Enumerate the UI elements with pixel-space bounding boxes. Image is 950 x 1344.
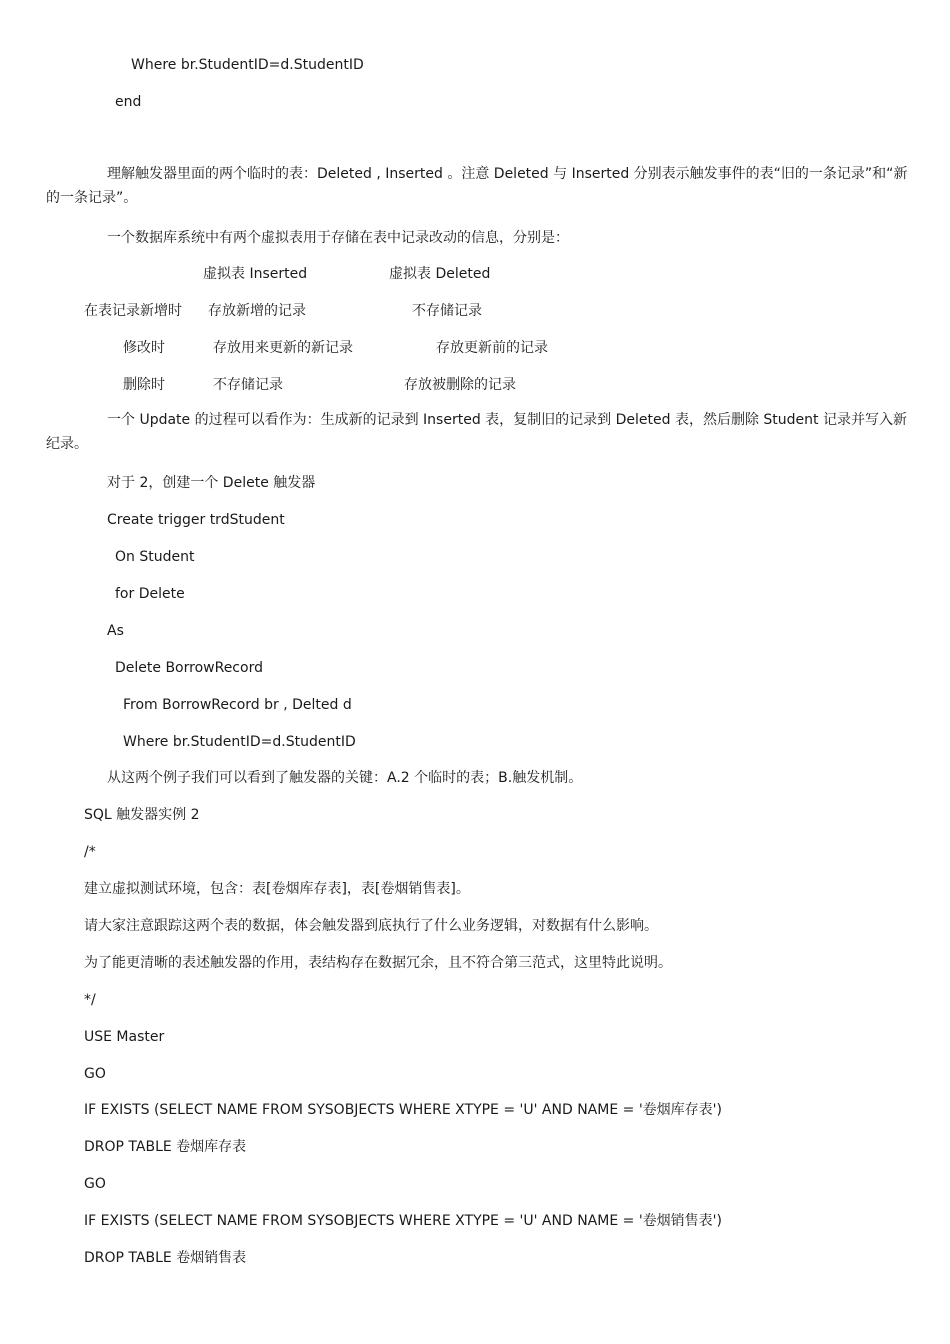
code-line: GO <box>84 1176 106 1192</box>
virtual-table-row-inserted: 存放用来更新的新记录 <box>213 340 353 356</box>
code-line: IF EXISTS (SELECT NAME FROM SYSOBJECTS WHERE XTYPE = 'U' AND NAME = '卷烟库存表') <box>84 1102 722 1118</box>
virtual-table-row-deleted: 存放更新前的记录 <box>436 340 548 356</box>
paragraph-trigger-keys: 从这两个例子我们可以看到了触发器的关键：A.2 个临时的表；B.触发机制。 <box>107 770 583 786</box>
virtual-table-header-deleted: 虚拟表 Deleted <box>389 266 491 282</box>
virtual-table-header-inserted: 虚拟表 Inserted <box>203 266 308 282</box>
code-line: On Student <box>115 549 195 565</box>
code-line: for Delete <box>115 586 185 602</box>
virtual-table-row-deleted: 存放被删除的记录 <box>404 377 516 393</box>
code-line: From BorrowRecord br , Delted d <box>123 697 352 713</box>
code-line-end: end <box>115 94 142 110</box>
code-line: DROP TABLE 卷烟销售表 <box>84 1250 247 1266</box>
virtual-table-row-inserted: 存放新增的记录 <box>208 303 306 319</box>
code-line-where: Where br.StudentID=d.StudentID <box>131 57 364 73</box>
paragraph-delete-trigger-intro: 对于 2，创建一个 Delete 触发器 <box>107 475 316 491</box>
virtual-table-row-label: 修改时 <box>123 340 165 356</box>
virtual-table-row-inserted: 不存储记录 <box>213 377 283 393</box>
code-line: DROP TABLE 卷烟库存表 <box>84 1139 247 1155</box>
code-line: */ <box>84 992 96 1008</box>
code-line: Where br.StudentID=d.StudentID <box>123 734 356 750</box>
code-line: Delete BorrowRecord <box>115 660 263 676</box>
virtual-table-row-label: 删除时 <box>123 377 165 393</box>
code-line: As <box>107 623 124 639</box>
code-line: 为了能更清晰的表述触发器的作用，表结构存在数据冗余，且不符合第三范式，这里特此说明。 <box>84 955 672 971</box>
paragraph-temp-tables: 理解触发器里面的两个临时的表：Deleted , Inserted 。注意 Deleted 与 Inserted 分别表示触发事件的表“旧的一条记录”和“新的一条记录”。 <box>46 166 908 206</box>
virtual-table-row-deleted: 不存储记录 <box>412 303 482 319</box>
code-line: /* <box>84 844 96 860</box>
code-line: 请大家注意跟踪这两个表的数据，体会触发器到底执行了什么业务逻辑，对数据有什么影响。 <box>84 918 658 934</box>
paragraph-virtual-tables-intro: 一个数据库系统中有两个虚拟表用于存储在表中记录改动的信息，分别是： <box>107 230 569 246</box>
paragraph-update-process: 一个 Update 的过程可以看作为：生成新的记录到 Inserted 表，复制旧的记录到 Deleted 表，然后删除 Student 记录并写入新纪录。 <box>46 412 907 452</box>
code-line: GO <box>84 1066 106 1082</box>
virtual-table-row-label: 在表记录新增时 <box>84 303 182 319</box>
code-line: IF EXISTS (SELECT NAME FROM SYSOBJECTS WHERE XTYPE = 'U' AND NAME = '卷烟销售表') <box>84 1213 722 1229</box>
code-line: Create trigger trdStudent <box>107 512 285 528</box>
code-line: 建立虚拟测试环境，包含：表[卷烟库存表]，表[卷烟销售表]。 <box>84 881 470 897</box>
section-heading: SQL 触发器实例 2 <box>84 807 200 823</box>
code-line: USE Master <box>84 1029 165 1045</box>
